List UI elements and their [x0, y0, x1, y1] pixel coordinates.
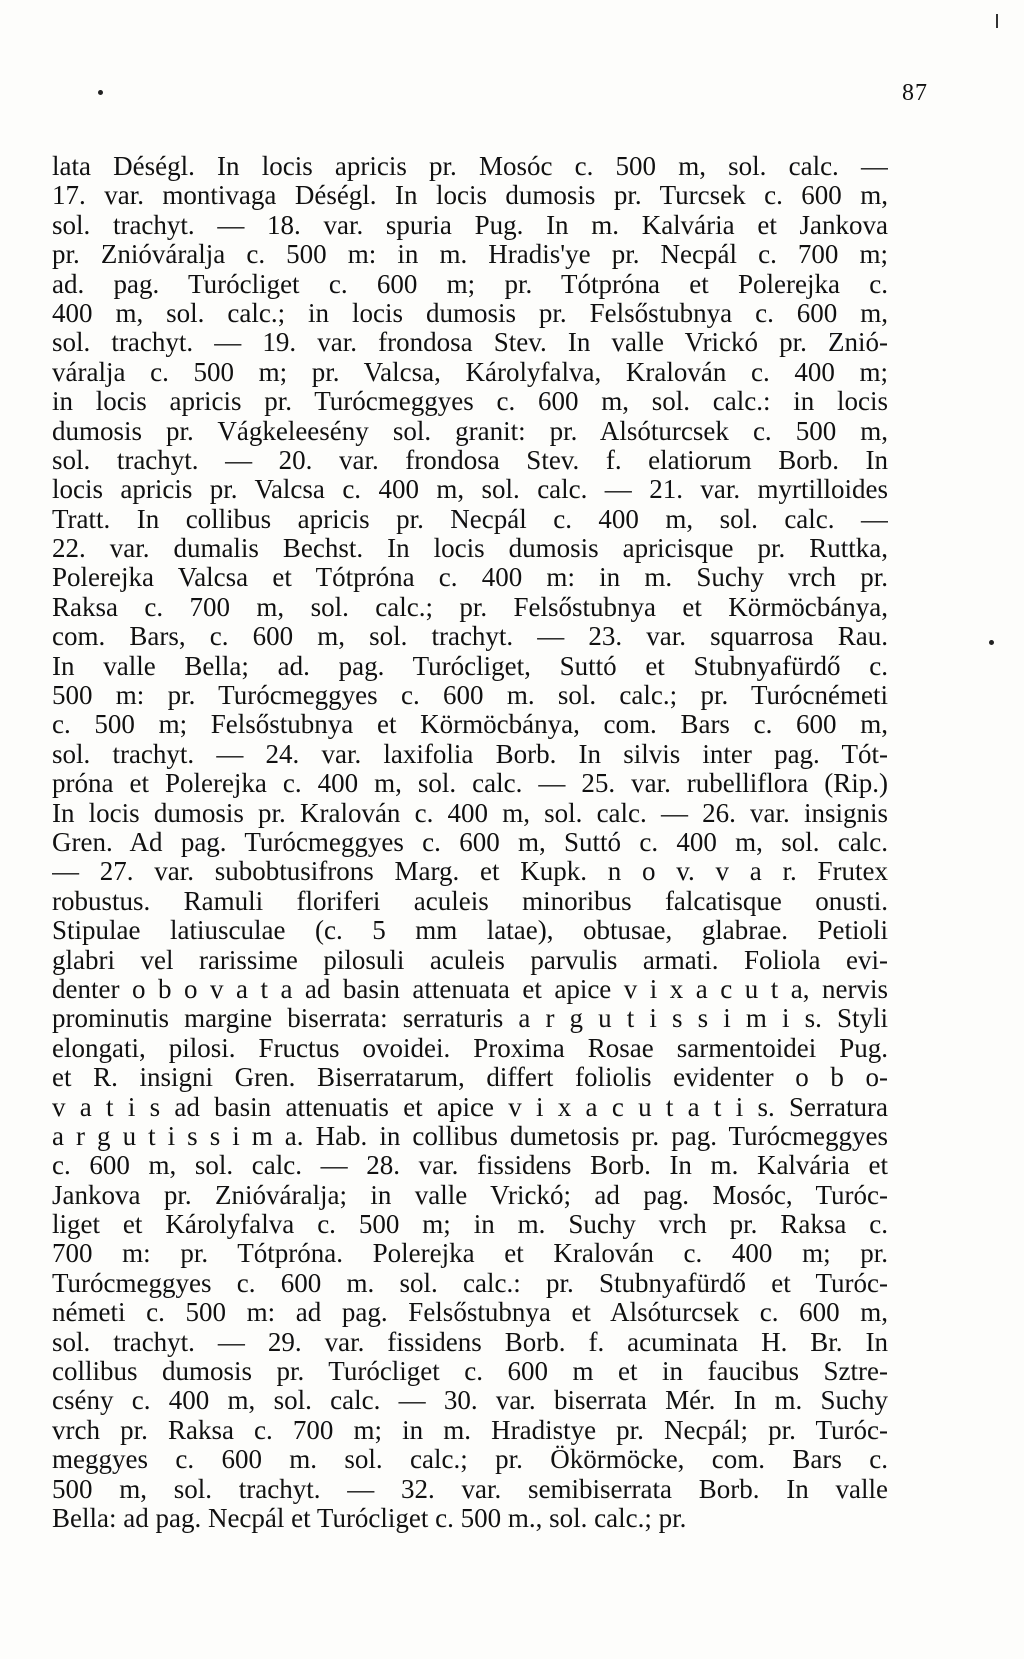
text-line: In locis dumosis pr. Kralován c. 400 m, sol. calc. — 26. var. insignis: [52, 798, 888, 828]
text-line: Raksa c. 700 m, sol. calc.; pr. Felsőstubnya et Körmöcbánya,: [52, 592, 888, 622]
text-line: vrch pr. Raksa c. 700 m; in m. Hradistye pr. Necpál; pr. Turóc-: [52, 1415, 888, 1445]
text-line: pr. Znióváralja c. 500 m: in m. Hradis'ye pr. Necpál c. 700 m;: [52, 240, 888, 270]
text-line: ad. pag. Turócliget c. 600 m; pr. Tótpróna et Polerejka c.: [52, 269, 888, 299]
text-line: et R. insigni Gren. Biserratarum, differt foliolis evidenter o b o-: [52, 1063, 888, 1093]
text-line: Polerejka Valcsa et Tótpróna c. 400 m: in m. Suchy vrch pr.: [52, 563, 888, 593]
text-line: In valle Bella; ad. pag. Turócliget, Suttó et Stubnyafürdő c.: [52, 651, 888, 681]
scan-speck: [98, 90, 103, 95]
text-line: Bella: ad pag. Necpál et Turócliget c. 500 m., sol. calc.; pr.: [52, 1503, 687, 1533]
text-line: csény c. 400 m, sol. calc. — 30. var. biserrata Mér. In m. Suchy: [52, 1386, 888, 1416]
text-line: váralja c. 500 m; pr. Valcsa, Károlyfalva, Kralován c. 400 m;: [52, 357, 888, 387]
text-line: dumosis pr. Vágkeleesény sol. granit: pr. Alsóturcsek c. 500 m,: [52, 416, 888, 446]
text-line: com. Bars, c. 600 m, sol. trachyt. — 23. var. squarrosa Rau.: [52, 622, 888, 652]
text-line: meggyes c. 600 m. sol. calc.; pr. Ökörmöcke, com. Bars c.: [52, 1445, 888, 1475]
text-line: 22. var. dumalis Bechst. In locis dumosis apricisque pr. Ruttka,: [52, 534, 888, 564]
text-line: sol. trachyt. — 18. var. spuria Pug. In m. Kalvária et Jankova: [52, 210, 888, 240]
text-line: c. 500 m; Felsőstubnya et Körmöcbánya, com. Bars c. 600 m,: [52, 710, 888, 740]
body-text: [52, 152, 888, 1533]
text-line: Stipulae latiusculae (c. 5 mm latae), obtusae, glabrae. Petioli: [52, 916, 888, 946]
scan-mark: [996, 14, 998, 28]
text-line: a r g u t i s s i m a. Hab. in collibus dumetosis pr. pag. Turócmeggyes: [52, 1121, 888, 1151]
text-line: — 27. var. subobtusifrons Marg. et Kupk. n o v. v a r. Frutex: [52, 857, 888, 887]
text-line: lata Déségl. In locis apricis pr. Mosóc c. 500 m, sol. calc. —: [52, 152, 888, 181]
page-number: 87: [902, 80, 928, 106]
text-line: németi c. 500 m: ad pag. Felsőstubnya et Alsóturcsek c. 600 m,: [52, 1298, 888, 1328]
text-line: elongati, pilosi. Fructus ovoidei. Proxima Rosae sarmentoidei Pug.: [52, 1033, 888, 1063]
text-line: glabri vel rarissime pilosuli aculeis parvulis armati. Foliola evi-: [52, 945, 888, 975]
text-line: 700 m: pr. Tótpróna. Polerejka et Kralován c. 400 m; pr.: [52, 1239, 888, 1269]
text-line: Turócmeggyes c. 600 m. sol. calc.: pr. Stubnyafürdő et Turóc-: [52, 1268, 888, 1298]
text-line: 500 m: pr. Turócmeggyes c. 600 m. sol. calc.; pr. Turócnémeti: [52, 681, 888, 711]
text-line: sol. trachyt. — 20. var. frondosa Stev. f. elatiorum Borb. In: [52, 445, 888, 475]
text-line: sol. trachyt. — 19. var. frondosa Stev. In valle Vrickó pr. Znió-: [52, 328, 888, 358]
text-line: collibus dumosis pr. Turócliget c. 600 m et in faucibus Sztre-: [52, 1357, 888, 1387]
text-line: v a t i s ad basin attenuatis et apice v i x a c u t a t i s. Serratura: [52, 1092, 888, 1122]
text-line: 17. var. montivaga Déségl. In locis dumosis pr. Turcsek c. 600 m,: [52, 181, 888, 211]
text-line: robustus. Ramuli floriferi aculeis minoribus falcatisque onusti.: [52, 886, 888, 916]
text-line: Jankova pr. Znióváralja; in valle Vrickó; ad pag. Mosóc, Turóc-: [52, 1180, 888, 1210]
text-line: Tratt. In collibus apricis pr. Necpál c. 400 m, sol. calc. —: [52, 504, 888, 534]
text-line: próna et Polerejka c. 400 m, sol. calc. — 25. var. rubelliflora (Rip.): [52, 769, 888, 799]
text-line: 400 m, sol. calc.; in locis dumosis pr. Felsőstubnya c. 600 m,: [52, 298, 888, 328]
text-line: locis apricis pr. Valcsa c. 400 m, sol. calc. — 21. var. myrtilloides: [52, 475, 888, 505]
text-line: liget et Károlyfalva c. 500 m; in m. Suchy vrch pr. Raksa c.: [52, 1210, 888, 1240]
text-line: 500 m, sol. trachyt. — 32. var. semibiserrata Borb. In valle: [52, 1474, 888, 1504]
text-line: sol. trachyt. — 24. var. laxifolia Borb. In silvis inter pag. Tót-: [52, 739, 888, 769]
text-line: denter o b o v a t a ad basin attenuata et apice v i x a c u t a, nervis: [52, 974, 888, 1004]
text-line: c. 600 m, sol. calc. — 28. var. fissidens Borb. In m. Kalvária et: [52, 1151, 888, 1181]
text-line: prominutis margine biserrata: serraturis a r g u t i s s i m i s. Styli: [52, 1004, 888, 1034]
text-line: in locis apricis pr. Turócmeggyes c. 600 m, sol. calc.: in locis: [52, 387, 888, 417]
scan-speck: [989, 640, 994, 645]
text-line: sol. trachyt. — 29. var. fissidens Borb. f. acuminata H. Br. In: [52, 1327, 888, 1357]
text-line: Gren. Ad pag. Turócmeggyes c. 600 m, Suttó c. 400 m, sol. calc.: [52, 827, 888, 857]
